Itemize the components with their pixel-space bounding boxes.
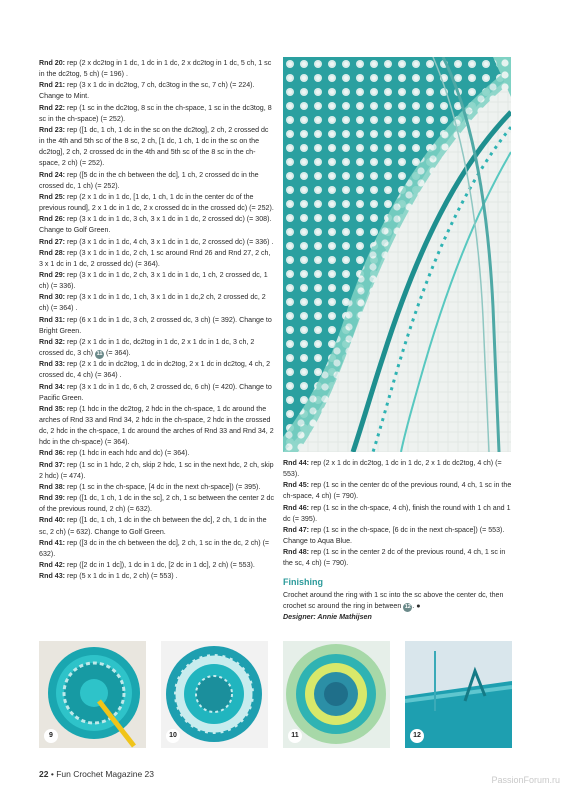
designer-credit: Designer: Annie Mathijsen (283, 613, 372, 622)
round-instruction (39, 538, 275, 560)
round-text: rep (3 x 1 dc in 1 dc, 2 ch, 1 sc around Rnd 26 and Rnd 27, 2 ch, 3 x 1 dc in 1 dc, 2 crossed dc) (= 364). (39, 248, 273, 268)
round-label: Rnd 40: (39, 516, 66, 525)
step-photo-10 (161, 641, 268, 748)
round-label: Rnd 42: (39, 561, 66, 570)
round-text: rep ([3 dc in the ch between the dc], 2 ch, 1 sc in the dc, 2 ch) (= 632). (39, 538, 272, 558)
round-label: Rnd 27: (39, 237, 66, 246)
round-label: Rnd 37: (39, 460, 66, 469)
round-text: rep (6 x 1 dc in 1 dc, 3 ch, 2 crossed dc, 3 ch) (= 392). Change to Bright Green. (39, 315, 274, 335)
round-label: Rnd 48: (283, 548, 310, 557)
round-text: rep (3 x 1 dc in 1 dc, 2 ch, 3 x 1 dc in 1 dc, 1 ch, 2 crossed dc, 1 ch) (= 336). (39, 270, 270, 291)
round-label: Rnd 23: (39, 125, 66, 134)
round-instruction (39, 382, 275, 404)
round-text: rep (2 x dc2tog in 1 dc, 1 dc in 1 dc, 2 x dc2tog in 1 dc, 5 ch, 1 sc in the dc2tog, 5 ch) (= 196) . (39, 59, 274, 79)
round-instruction (39, 571, 275, 582)
step-badge-12: 12 (404, 603, 411, 610)
step-number-12: 12 (410, 729, 424, 743)
round-text: rep (1 sc in the center 2 dc of the previous round, 4 ch, 1 sc in the sc, 4 ch) (= 790). (283, 548, 508, 568)
round-text: rep (3 x 1 dc in 1 dc, 4 ch, 3 x 1 dc in 1 dc, 2 crossed dc) (= 336) . (65, 237, 274, 246)
round-label: Rnd 26: (39, 215, 66, 224)
round-label: Rnd 28: (39, 248, 66, 257)
round-instruction (39, 515, 275, 537)
round-label: Rnd 44: (283, 459, 310, 467)
round-label: Rnd 22: (39, 103, 66, 112)
page-number: 22 (39, 769, 49, 779)
round-text: rep (1 sc in the ch-space, 4 ch), finish the round with 1 ch and 1 dc (= 395). (283, 503, 513, 523)
round-instruction (39, 192, 275, 214)
round-text: rep (1 sc in 1 hdc, 2 ch, skip 2 hdc, 1 sc in the next hdc, 2 ch, skip 2 hdc) (= 474). (39, 460, 276, 480)
round-text: rep (1 hdc in the dc2tog, 2 hdc in the ch-space, 1 dc around the arches of Rnd 33 and Rnd 34, 2 hdc in the ch-space, 2 hdc in the crossed dc, 2 hdc in the ch-space, 1 dc around the arches of Rnd 33 and Rnd 34, 2 hdc in the ch-space) (= 364). (39, 404, 276, 447)
round-instruction (39, 315, 275, 337)
round-instruction (283, 458, 515, 480)
round-instruction (283, 480, 515, 502)
round-label: Rnd 36: (39, 449, 66, 458)
round-text: rep ([1 dc, 1 ch, 1 dc in the sc on the dc2tog], 2 ch, 2 crossed dc in the 4th and 5th sc of the 8 sc, 2 ch, [1 dc, 1 ch, 1 dc in the sc on the dc2tog], 2 ch, 2 crossed dc in the 4th and 5th sc of the 8 sc in the ch-space, 2 ch) (= 252). (39, 125, 271, 168)
footer-bullet: • (50, 769, 54, 779)
round-text: rep (5 x 1 dc in 1 dc, 2 ch) (= 553) . (65, 572, 178, 581)
round-text: rep (2 x 1 dc in 1 dc, [1 dc, 1 ch, 1 dc in the center dc of the previous round], 2 x 1 dc in 1 dc, 2 x crossed dc in the crossed dc) (= 252). (39, 192, 274, 213)
magazine-title: Fun Crochet Magazine 23 (56, 769, 155, 779)
round-label: Rnd 32: (39, 337, 66, 346)
round-label: Rnd 31: (39, 315, 66, 324)
round-text: rep (3 x 1 dc in 1 dc, 1 ch, 3 x 1 dc in 1 dc,2 ch, 2 crossed dc, 2 ch) (= 364) . (39, 293, 268, 313)
round-instruction (39, 460, 275, 482)
round-instruction (283, 547, 515, 569)
round-text: rep (1 sc in the center dc of the previous round, 4 ch, 1 sc in the ch-space, 4 ch) (= 790). (283, 481, 514, 501)
round-label: Rnd 24: (39, 170, 66, 179)
round-instruction (39, 103, 275, 125)
round-text: rep (2 x 1 dc in dc2tog, 1 dc in dc2tog, 2 x 1 dc in dc2tog, 4 ch, 2 crossed dc, 4 ch) (= 364) . (39, 360, 273, 380)
round-text: rep (1 hdc in each hdc and dc) (= 364). (65, 449, 190, 458)
round-text: rep ([5 dc in the ch between the dc], 1 ch, 2 crossed dc in the crossed dc, 1 ch) (= 252). (39, 170, 261, 190)
round-instruction (39, 248, 275, 270)
step-number-10: 10 (166, 729, 180, 743)
round-label: Rnd 33: (39, 360, 66, 369)
round-text: rep (3 x 1 dc in 1 dc, 3 ch, 3 x 1 dc in 1 dc, 2 crossed dc) (= 308). Change to Golf Green. (39, 215, 274, 235)
round-instruction (39, 58, 275, 80)
step-badge: 11 (96, 351, 103, 358)
round-text: rep (3 x 1 dc in dc2tog, 7 ch, dc3tog in the sc, 7 ch) (= 224). Change to Mint. (39, 81, 257, 101)
round-label: Rnd 38: (39, 482, 66, 491)
round-instruction (39, 337, 275, 359)
round-instruction (39, 560, 275, 571)
round-instruction (283, 503, 515, 525)
round-instruction (39, 170, 275, 192)
round-instruction (39, 292, 275, 314)
step-photo-12 (405, 641, 512, 748)
round-label: Rnd 34: (39, 382, 66, 391)
finishing-title: Finishing (283, 576, 323, 587)
round-text: rep (2 x 1 dc in 1 dc, dc2tog in 1 dc, 2 x 1 dc in 1 dc, 3 ch, 2 crossed dc, 3 ch) (39, 337, 257, 358)
round-text-after: (= 364). (104, 349, 131, 358)
round-text: rep ([2 dc in 1 dc]), 1 dc in 1 dc, [2 dc in 1 dc], 2 ch) (= 553). (65, 561, 255, 570)
instructions-right-column (283, 458, 515, 623)
round-label: Rnd 21: (39, 81, 66, 90)
watermark: PassionForum.ru (491, 775, 560, 785)
round-instruction (39, 359, 275, 381)
step-number-9: 9 (44, 729, 58, 743)
round-label: Rnd 20: (39, 59, 66, 67)
round-instruction (39, 214, 275, 236)
round-text: rep (1 sc in the ch-space, [6 dc in the next ch-space]) (= 553). Change to Aqua Blue. (283, 525, 507, 546)
round-instruction (39, 493, 275, 515)
round-label: Rnd 35: (39, 404, 66, 413)
round-label: Rnd 43: (39, 572, 66, 581)
round-instruction (39, 270, 275, 292)
round-label: Rnd 41: (39, 538, 66, 547)
round-label: Rnd 47: (283, 525, 310, 534)
round-label: Rnd 46: (283, 503, 310, 512)
finishing-text: Crochet around the ring with 1 sc into the sc above the center dc, then crochet sc around the ring in between 12. ● (283, 590, 506, 610)
round-instruction (39, 482, 275, 493)
round-text: rep (1 sc in the ch-space, [4 dc in the next ch-space]) (= 395). (65, 482, 261, 491)
round-label: Rnd 29: (39, 270, 66, 279)
round-label: Rnd 25: (39, 192, 66, 201)
round-text: rep ([1 dc, 1 ch, 1 dc in the ch between the dc], 2 ch, 1 dc in the sc, 2 ch) (= 632). Change to Golf Green. (39, 516, 269, 536)
round-instruction (39, 237, 275, 248)
round-label: Rnd 45: (283, 481, 310, 490)
step-number-11: 11 (288, 729, 302, 743)
round-label: Rnd 39: (39, 494, 66, 503)
instructions-left-column (39, 58, 275, 582)
main-crochet-photo (283, 57, 511, 452)
rounds-right-list (283, 458, 515, 570)
round-instruction (39, 125, 275, 170)
round-text: rep (1 sc in the dc2tog, 8 sc in the ch-space, 1 sc in the dc3tog, 8 sc in the ch-space) (= 252). (39, 103, 274, 123)
step-photo-11 (283, 641, 390, 748)
round-instruction (39, 80, 275, 102)
round-instruction (39, 448, 275, 459)
round-text: rep ([1 dc, 1 ch, 1 dc in the sc], 2 ch, 1 sc between the center 2 dc of the previous round, 2 ch) (= 632). (39, 494, 276, 514)
round-label: Rnd 30: (39, 293, 66, 302)
round-instruction (283, 525, 515, 547)
round-instruction (39, 404, 275, 449)
round-text: rep (2 x 1 dc in dc2tog, 1 dc in 1 dc, 2 x 1 dc dc2tog, 4 ch) (= 553). (283, 459, 504, 479)
round-text: rep (3 x 1 dc in 1 dc, 6 ch, 2 crossed dc, 6 ch) (= 420). Change to Pacific Green. (39, 382, 274, 402)
page-footer (39, 769, 154, 779)
step-photo-9 (39, 641, 146, 748)
